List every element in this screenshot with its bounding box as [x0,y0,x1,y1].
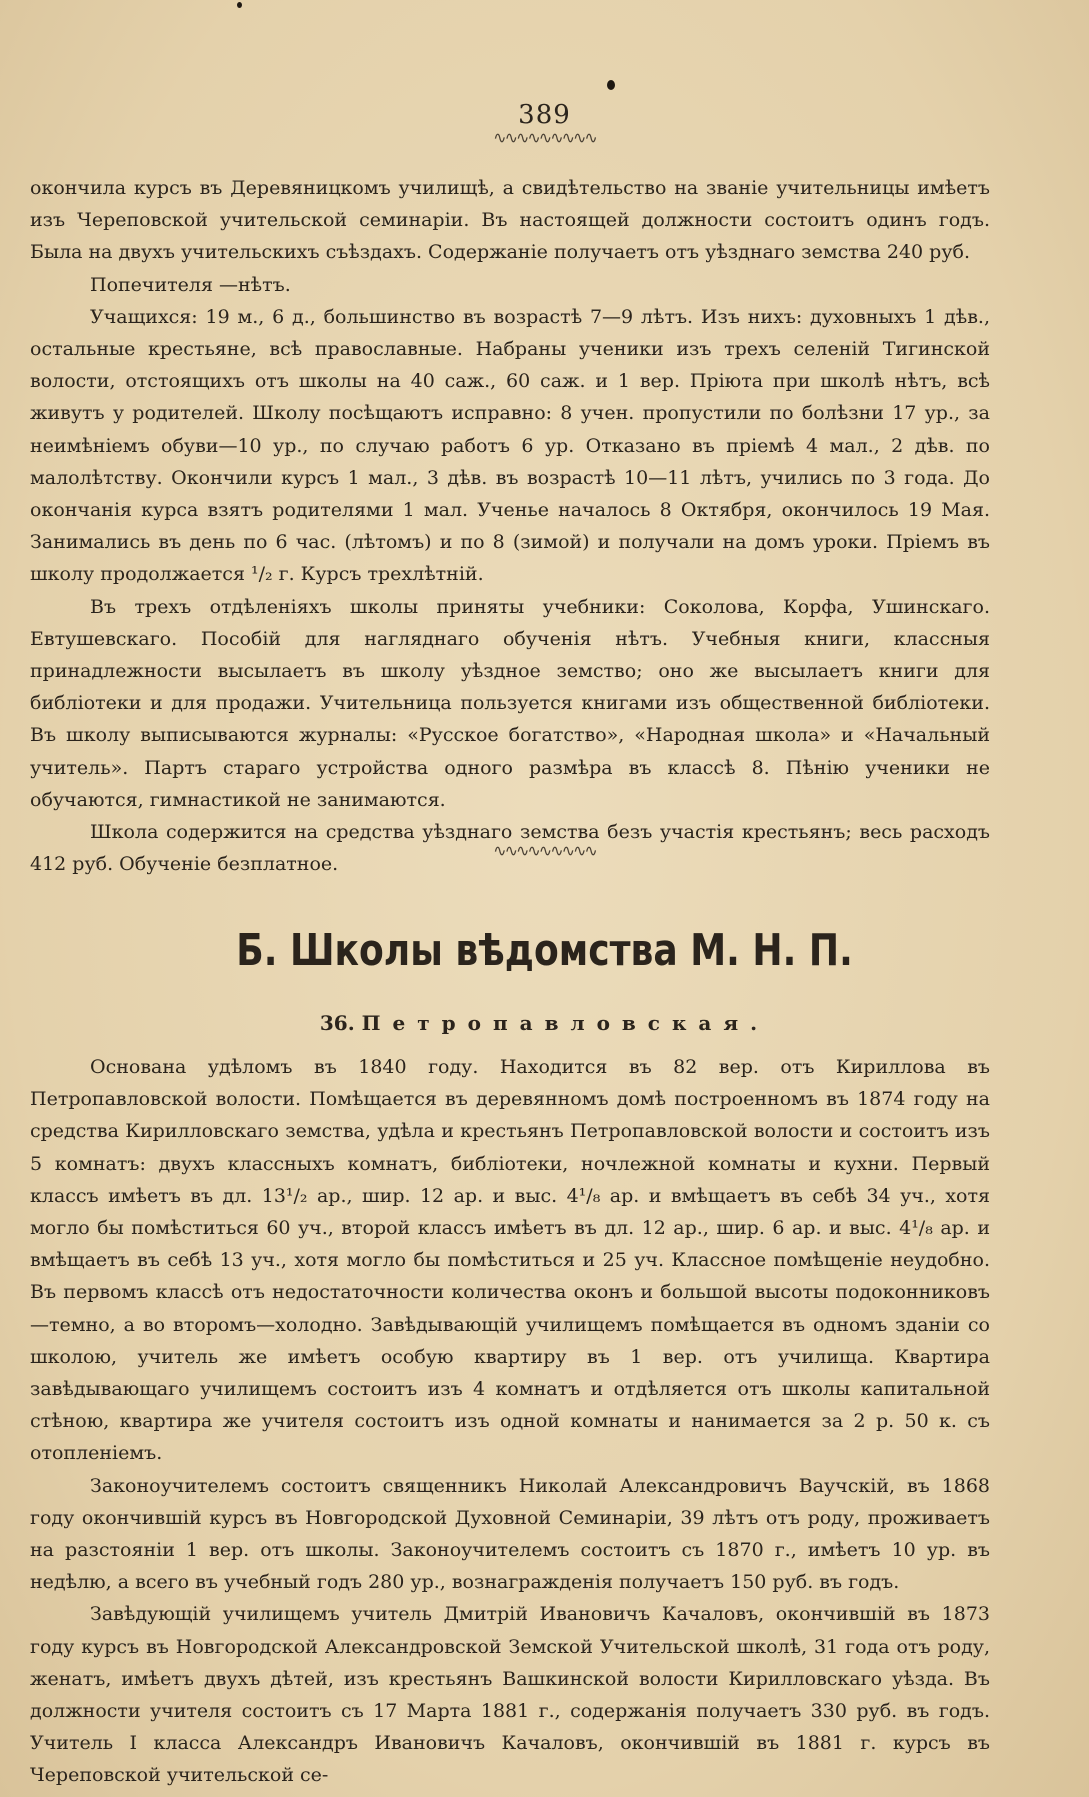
paragraph: Учащихся: 19 м., 6 д., большинство въ возрастѣ 7—9 лѣтъ. Изъ нихъ: духовныхъ 1 дѣв., остальные крестьяне, всѣ православные. Набраны ученики изъ трехъ селеній Тигинской волости, отстоящихъ отъ школы на 40 саж., 60 саж. и 1 вер. Пріюта при школѣ нѣтъ, всѣ живутъ у родителей. Школу посѣщаютъ исправно: 8 учен. пропустили по болѣзни 17 ур., за неимѣніемъ обуви—10 ур., по случаю работъ 6 ур. Отказано въ пріемѣ 4 мал., 2 дѣв. по малолѣтству. Окончили курсъ 1 мал., 3 дѣв. въ возрастѣ 10—11 лѣтъ, учились по 3 года. До окончанія курса взятъ родителями 1 мал. Ученье началось 8 Октября, окончилось 19 Мая. Занимались въ день по 6 час. (лѣтомъ) и по 8 (зимой) и получали на домъ уроки. Пріемъ въ школу продолжается ¹/₂ г. Курсъ трехлѣтній. [30,305,990,586]
school-name: Петропавловская. [361,1011,770,1035]
school-heading [0,1011,1089,1035]
paragraph: Попечителя —нѣтъ. [90,273,291,296]
paragraph: Въ трехъ отдѣленіяхъ школы приняты учебники: Соколова, Корфа, Ушинскаго. Евтушевскаго. Пособій для нагляднаго обученія нѣтъ. Учебныя книги, классныя принадлежности высылаетъ въ школу уѣздное земство; оно же высылаетъ книги для библіотеки и для продажи. Учительница пользуется книгами изъ общественной библіотеки. Въ школу выписываются журналы: «Русское богатство», «Народная школа» и «Начальный учитель». Партъ стараго устройства одного размѣра въ классѣ 8. Пѣнію ученики не обучаются, гимнастикой не занимаются. [30,595,990,811]
section-a-text [30,172,990,880]
paragraph: Завѣдующій училищемъ учитель Дмитрій Ивановичъ Качаловъ, окончившій въ 1873 году курсъ въ Новгородской Александровской Земской Учительской школѣ, 31 года отъ роду, женатъ, имѣетъ двухъ дѣтей, изъ крестьянъ Вашкинской волости Кирилловскаго уѣзда. Въ должности учителя состоитъ съ 17 Марта 1881 г., содержанія получаетъ 330 руб. въ годъ. Учитель I класса Александръ Ивановичъ Качаловъ, окончившій въ 1881 г. курсъ въ Череповской учительской се- [30,1603,990,1787]
paragraph: Основана удѣломъ въ 1840 году. Находится въ 82 вер. отъ Кириллова въ Петропавловской волости. Помѣщается въ деревянномъ домѣ построенномъ въ 1874 году на средства Кирилловскаго земства, удѣла и крестьянъ Петропавловской волости и состоитъ изъ 5 комнатъ: двухъ классныхъ комнатъ, библіотеки, ночлежной комнаты и кухни. Первый классъ имѣетъ въ дл. 13¹/₂ ар., шир. 12 ар. и выс. 4¹/₈ ар. и вмѣщаетъ въ себѣ 34 уч., хотя могло бы помѣститься 60 уч., второй классъ имѣетъ въ дл. 12 ар., шир. 6 ар. и выс. 4¹/₈ ар. и вмѣщаетъ въ себѣ 13 уч., хотя могло бы помѣститься и 25 уч. Классное помѣщеніе неудобно. Въ первомъ классѣ отъ недостаточности количества оконъ и большой высоты подоконниковъ—темно, а во второмъ—холодно. Завѣдывающій училищемъ помѣщается въ одномъ зданіи со школою, учитель же имѣетъ особую квартиру въ 1 вер. отъ училища. Квартира завѣдывающаго училищемъ состоитъ изъ 4 комнатъ и отдѣляется отъ школы капитальной стѣною, квартира же учителя состоитъ изъ одной комнаты и нанимается за 2 р. 50 к. съ отопленіемъ. [30,1056,990,1465]
section-divider-ornament: ∿∿∿∿∿∿∿∿∿ [493,841,596,860]
paragraph: Законоучителемъ состоитъ священникъ Николай Александровичъ Ваучскій, въ 1868 году окончившій курсъ въ Новгородской Духовной Семинаріи, 39 лѣтъ отъ роду, проживаетъ на разстояніи 1 вер. отъ школы. Законоучителемъ состоитъ съ 1870 г., имѣетъ 10 ур. въ недѣлю, а всего въ учебный годъ 280 ур., вознагражденія получаетъ 150 руб. въ годъ. [30,1474,990,1594]
paragraph: окончила курсъ въ Деревяницкомъ училищѣ, а свидѣтельство на званіе учительницы имѣетъ изъ Череповской учительской семинаріи. Въ настоящей должности состоитъ одинъ годъ. Была на двухъ учительскихъ съѣздахъ. Содержаніе получаетъ отъ уѣзднаго земства 240 руб. [30,177,990,264]
paragraph: Школа содержится на средства уѣзднаго земства безъ участія крестьянъ; весь расходъ 412 руб. Обученіе безплатное. [30,821,990,876]
ink-spot [237,2,242,8]
page-number: 389 [518,100,571,130]
ink-spot [607,80,615,90]
section-b-text [30,1051,990,1792]
school-number: 36. [319,1011,355,1035]
section-heading: Б. Школы вѣдомства М. Н. П. [236,925,853,976]
top-ornament: ∿∿∿∿∿∿∿∿∿ [493,128,596,147]
